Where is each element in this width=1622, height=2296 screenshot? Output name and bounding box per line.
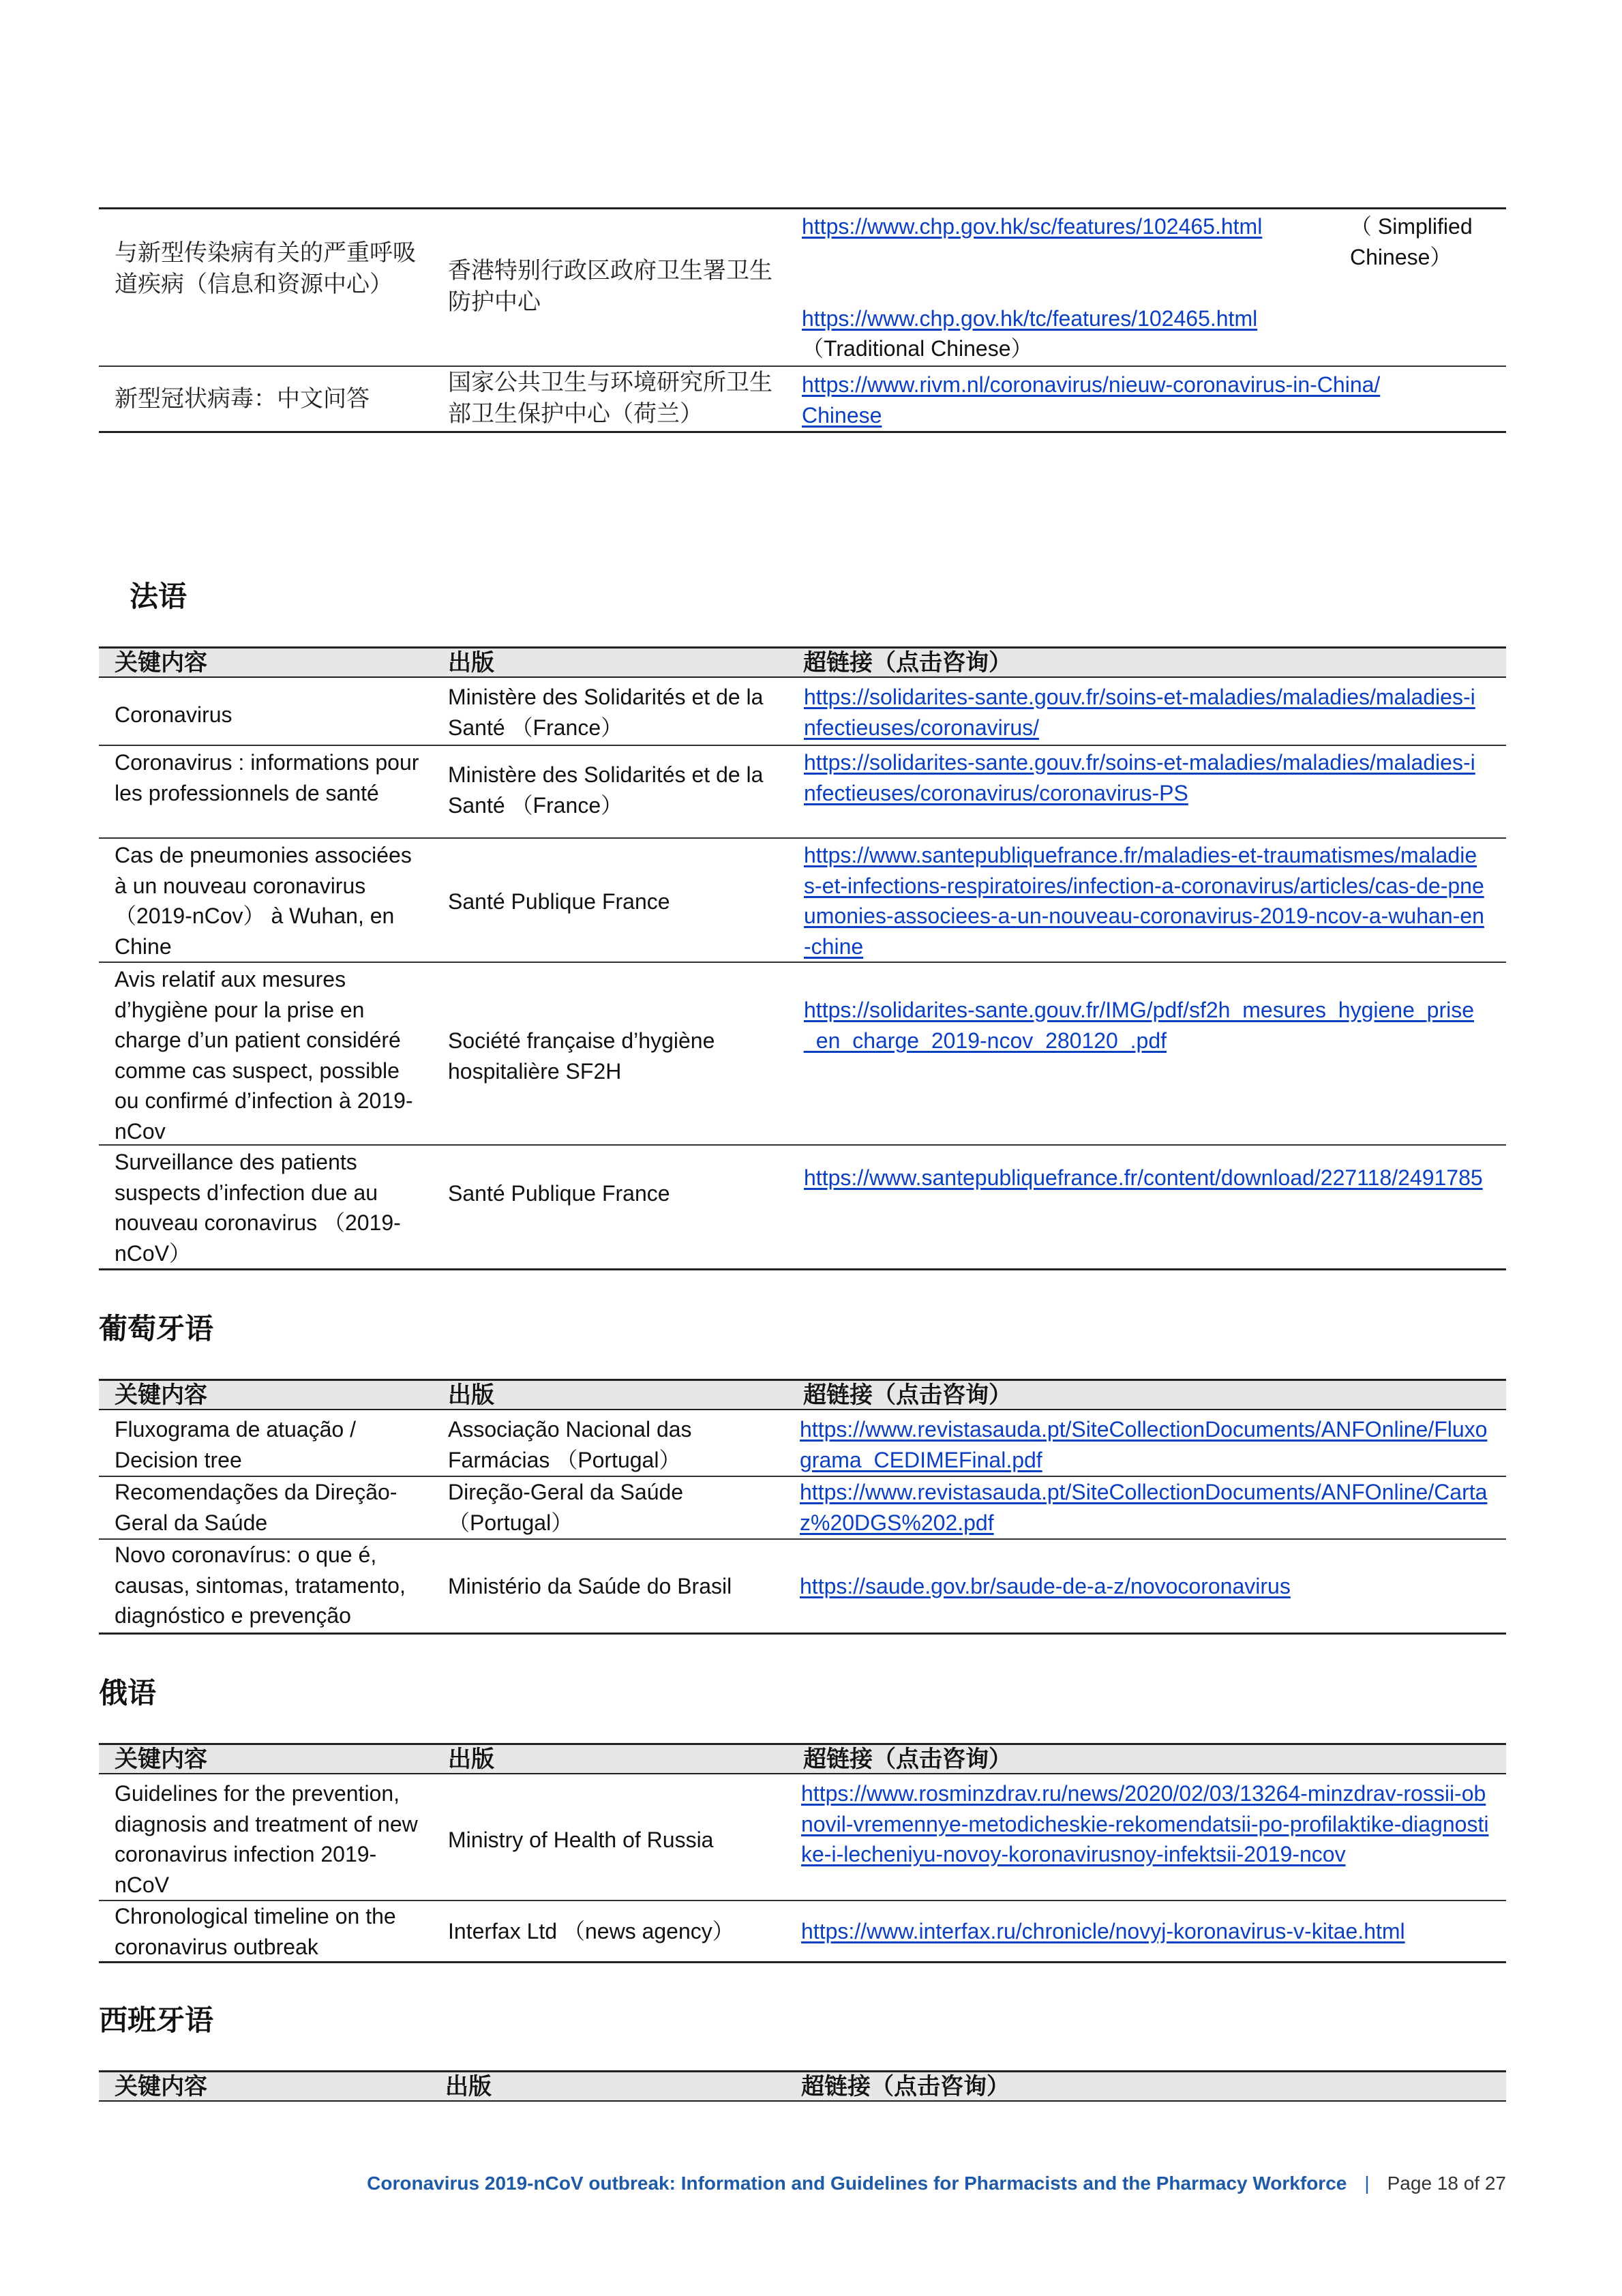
- link[interactable]: https://www.revistasauda.pt/SiteCollectionDocuments/ANFOnline/Cartaz%20DGS%202.pdf: [800, 1480, 1488, 1535]
- cell-links: [801, 1778, 1493, 1870]
- header-publisher: 出版: [448, 1746, 494, 1773]
- header-link: 超链接（点击咨询）: [801, 2073, 1010, 2100]
- cell-links: [802, 211, 1497, 364]
- cell-publisher: Ministério da Saúde do Brasil: [448, 1574, 732, 1598]
- header-publisher: 出版: [448, 1382, 494, 1409]
- link[interactable]: https://www.chp.gov.hk/sc/features/102465.html: [802, 214, 1263, 239]
- page-number: Page 18 of 27: [1387, 2173, 1506, 2194]
- cell-links: [804, 682, 1486, 743]
- cell-content: 与新型传染病有关的严重呼吸道疾病（信息和资源中心）: [115, 239, 416, 298]
- section-title-portuguese: 葡萄牙语: [99, 1312, 214, 1345]
- cell-links: [804, 1163, 1486, 1193]
- section-title-russian: 俄语: [99, 1676, 157, 1710]
- link[interactable]: https://www.interfax.ru/chronicle/novyj-koronavirus-v-kitae.html: [801, 1919, 1405, 1943]
- cell-links: [804, 747, 1486, 808]
- cell-content: 新型冠状病毒：中文问答: [115, 385, 370, 413]
- cell-publisher: 香港特别行政区政府卫生署卫生防护中心: [448, 257, 772, 316]
- cell-content: Coronavirus: [115, 702, 232, 727]
- link-note: （Traditional Chinese）: [802, 336, 1033, 361]
- header-content: 关键内容: [115, 1382, 207, 1409]
- cell-content: Fluxograma de atuação / Decision tree: [115, 1417, 356, 1472]
- cell-content: Guidelines for the prevention, diagnosis and treatment of new coronavirus infection 2019-nCoV: [115, 1781, 418, 1897]
- cell-content: Novo coronavírus: o que é, causas, sintomas, tratamento, diagnóstico e prevenção: [115, 1542, 406, 1628]
- link[interactable]: https://www.rivm.nl/coronavirus/nieuw-coronavirus-in-China/Chinese: [802, 372, 1381, 428]
- cell-publisher: Direção-Geral da Saúde （Portugal）: [448, 1480, 684, 1535]
- cell-publisher: Interfax Ltd （news agency）: [448, 1919, 734, 1943]
- cell-publisher: Ministère des Solidarités et de la Santé （France）: [448, 685, 764, 740]
- header-content: 关键内容: [115, 649, 207, 676]
- cell-links: [800, 1414, 1495, 1475]
- table-header: [99, 1379, 1506, 1410]
- cell-publisher: Santé Publique France: [448, 889, 670, 914]
- link[interactable]: https://solidarites-sante.gouv.fr/soins-et-maladies/maladies/maladies-infectieuses/coronavirus/: [804, 685, 1475, 740]
- table-bottom-rule: [99, 431, 1506, 433]
- footer-title: Coronavirus 2019-nCoV outbreak: Information and Guidelines for Pharmacists and the Pharmacy Workforce: [367, 2173, 1347, 2194]
- row-divider: [99, 961, 1506, 963]
- section-title-french: 法语: [130, 580, 187, 613]
- link[interactable]: https://www.chp.gov.hk/tc/features/102465.html: [802, 305, 1258, 331]
- cell-links: [800, 1571, 1495, 1602]
- table-header: [99, 1743, 1506, 1774]
- table-header: [99, 646, 1506, 678]
- row-divider: [99, 366, 1506, 367]
- table-bottom-rule: [99, 1961, 1506, 1963]
- header-link: 超链接（点击咨询）: [803, 1382, 1012, 1409]
- cell-links: [801, 1916, 1493, 1947]
- cell-content: Chronological timeline on the coronavirus outbreak: [115, 1904, 396, 1959]
- cell-publisher: 国家公共卫生与环境研究所卫生部卫生保护中心（荷兰）: [448, 369, 772, 428]
- table-header: [99, 2070, 1506, 2102]
- link[interactable]: https://www.santepubliquefrance.fr/maladies-et-traumatismes/maladies-et-infections-respiratoires/infection-a-coronavirus/articles/cas-de-pneumonies-associees-a-un-nouveau-coronavirus-2019-ncov-a-wuhan-en-chine: [804, 843, 1484, 959]
- section-title-spanish: 西班牙语: [99, 2003, 214, 2037]
- cell-links: [804, 840, 1486, 961]
- table-bottom-rule: [99, 1632, 1506, 1635]
- cell-content: Recomendações da Direção-Geral da Saúde: [115, 1480, 397, 1535]
- row-divider: [99, 837, 1506, 839]
- cell-publisher: Associação Nacional das Farmácias （Portugal）: [448, 1417, 692, 1472]
- link-note: （ Simplified Chinese）: [1350, 214, 1473, 269]
- link[interactable]: https://www.santepubliquefrance.fr/content/download/227118/2491785: [804, 1165, 1483, 1190]
- cell-content: Surveillance des patients suspects d’infection due au nouveau coronavirus （2019-nCoV）: [115, 1150, 401, 1266]
- cell-content: Avis relatif aux mesures d’hygiène pour la prise en charge d’un patient considéré comme cas suspect, possible ou confirmé d’infection à 2019-nCov: [115, 967, 413, 1144]
- footer-separator: |: [1364, 2173, 1370, 2194]
- header-content: 关键内容: [115, 1746, 207, 1773]
- cell-publisher: Ministère des Solidarités et de la Santé （France）: [448, 762, 764, 818]
- link[interactable]: https://saude.gov.br/saude-de-a-z/novocoronavirus: [800, 1574, 1291, 1598]
- link[interactable]: https://solidarites-sante.gouv.fr/soins-et-maladies/maladies/maladies-infectieuses/coronavirus/coronavirus-PS: [804, 750, 1475, 805]
- cell-content: Cas de pneumonies associées à un nouveau coronavirus （2019-nCov） à Wuhan, en Chine: [115, 843, 412, 959]
- header-link: 超链接（点击咨询）: [803, 1746, 1012, 1773]
- header-link: 超链接（点击咨询）: [803, 649, 1012, 676]
- table-top-rule: [99, 207, 1506, 209]
- cell-publisher: Ministry of Health of Russia: [448, 1828, 714, 1852]
- cell-links: [804, 995, 1486, 1056]
- cell-publisher: Société française d’hygiène hospitalière SF2H: [448, 1028, 715, 1084]
- link[interactable]: https://www.revistasauda.pt/SiteCollectionDocuments/ANFOnline/Fluxograma_CEDIMEFinal.pdf: [800, 1417, 1488, 1472]
- link[interactable]: https://solidarites-sante.gouv.fr/IMG/pdf/sf2h_mesures_hygiene_prise_en_charge_2019-ncov_280120_.pdf: [804, 998, 1475, 1053]
- header-content: 关键内容: [115, 2073, 207, 2100]
- cell-links: [800, 1477, 1495, 1538]
- header-publisher: 出版: [448, 649, 494, 676]
- cell-publisher: Santé Publique France: [448, 1181, 670, 1206]
- link[interactable]: https://www.rosminzdrav.ru/news/2020/02/03/13264-minzdrav-rossii-obnovil-vremennye-metodicheskie-rekomendatsii-po-profilaktike-diagnostike-i-lecheniyu-novoy-koronavirusnoy-infektsii-2019-ncov: [801, 1781, 1489, 1866]
- page-footer: [367, 2173, 1506, 2194]
- cell-links: [802, 370, 1388, 430]
- row-divider: [99, 745, 1506, 746]
- cell-content: Coronavirus : informations pour les professionnels de santé: [115, 750, 419, 805]
- header-publisher: 出版: [445, 2073, 492, 2100]
- table-bottom-rule: [99, 1268, 1506, 1270]
- row-divider: [99, 1144, 1506, 1146]
